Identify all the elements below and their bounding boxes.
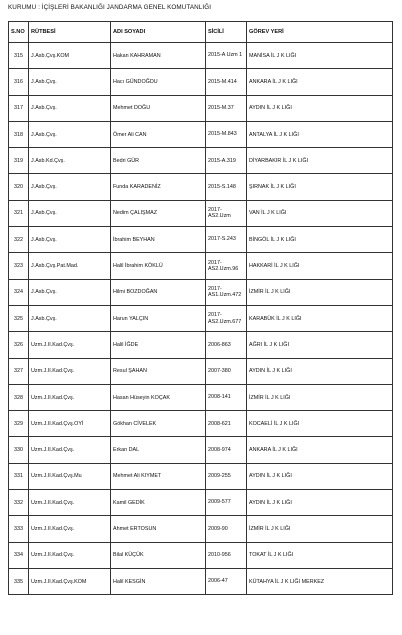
table-row [9,490,393,516]
table-row [9,121,393,147]
cell-sno: 324 [9,279,29,305]
cell-sno: 330 [9,437,29,463]
cell-gorev-yeri: AYDIN İL J K LIĞI [247,95,393,121]
cell-gorev-yeri: DİYARBAKIR İL J K LIĞI [247,148,393,174]
cell-sno: 329 [9,411,29,437]
table-row [9,253,393,279]
cell-rutbe: J.Asb.Çvş. [29,227,111,253]
cell-sno: 319 [9,148,29,174]
table-row [9,174,393,200]
cell-rutbe: Uzm.J.II.Kad.Çvş. [29,516,111,542]
cell-rutbe: Uzm.J.II.Kad.Çvş. [29,332,111,358]
column-header-rutbe: RÜTBESİ [29,22,111,43]
table-row [9,463,393,489]
cell-ad-soyad: Ahmet ERTOSUN [111,516,206,542]
cell-gorev-yeri: TOKAT İL J K LIĞI [247,542,393,568]
cell-ad-soyad: Resul ŞAHAN [111,358,206,384]
cell-ad-soyad: Ömer Ali CAN [111,121,206,147]
cell-rutbe: J.Asb.Çvş.KOM [29,43,111,69]
cell-rutbe: J.Asb.Çvş. [29,305,111,331]
cell-sno: 320 [9,174,29,200]
cell-gorev-yeri: AYDIN İL J K LIĞI [247,490,393,516]
cell-ad-soyad: Gökhan CİVELEK [111,411,206,437]
cell-sicil: 2015-S.148 [206,174,247,200]
cell-ad-soyad: Hilmi BOZDOĞAN [111,279,206,305]
cell-sicil: 2017-AS1.Uzm.472 [206,279,247,305]
cell-ad-soyad: Hacı GÜNDOĞDU [111,69,206,95]
cell-sno: 315 [9,43,29,69]
cell-rutbe: Uzm.J.II.Kad.Çvş.Mu [29,463,111,489]
table-row [9,516,393,542]
cell-sicil: 2009-577 [206,490,247,516]
cell-sno: 321 [9,200,29,226]
cell-rutbe: Uzm.J.II.Kad.Çvş. [29,358,111,384]
column-header-sno: S.NO [9,22,29,43]
cell-ad-soyad: Harun YALÇIN [111,305,206,331]
cell-rutbe: Uzm.J.II.Kad.Çvş.OYİ [29,411,111,437]
cell-ad-soyad: Mehmet DOĞU [111,95,206,121]
cell-gorev-yeri: ŞIRNAK İL J K LIĞI [247,174,393,200]
cell-ad-soyad: Halil İbrahim KÖKLÜ [111,253,206,279]
cell-ad-soyad: Bilal KÜÇÜK [111,542,206,568]
cell-rutbe: J.Asb.Çvş. [29,121,111,147]
cell-rutbe: J.Asb.Çvş. [29,279,111,305]
cell-rutbe: J.Asb.Kd.Çvş. [29,148,111,174]
table-row [9,227,393,253]
column-header-sicil: SİCİLİ [206,22,247,43]
cell-gorev-yeri: AĞRI İL J K LIĞI [247,332,393,358]
table-row [9,279,393,305]
cell-ad-soyad: Erkan DAL [111,437,206,463]
table-row [9,437,393,463]
table-row [9,95,393,121]
cell-sicil: 2015-M.37 [206,95,247,121]
cell-sicil: 2008-141 [206,384,247,410]
cell-sicil: 2015-A.319 [206,148,247,174]
table-row [9,43,393,69]
table-row [9,411,393,437]
cell-gorev-yeri: KARABÜK İL J K LIĞI [247,305,393,331]
table-row [9,200,393,226]
cell-gorev-yeri: ANKARA İL J K LIĞI [247,69,393,95]
cell-sicil: 2017-AS2.Uzm [206,200,247,226]
cell-sicil: 2017-S.243 [206,227,247,253]
cell-gorev-yeri: İZMİR İL J K LIĞI [247,516,393,542]
cell-rutbe: J.Asb.Çvş. [29,69,111,95]
cell-gorev-yeri: İZMİR İL J K LIĞI [247,384,393,410]
cell-gorev-yeri: AYDIN İL J K LIĞI [247,358,393,384]
cell-rutbe: Uzm.J.II.Kad.Çvş.KOM [29,568,111,594]
cell-sno: 327 [9,358,29,384]
cell-ad-soyad: Funda KARADENİZ [111,174,206,200]
cell-sicil: 2017-AS2.Uzm.677 [206,305,247,331]
cell-rutbe: J.Asb.Çvş. [29,95,111,121]
cell-ad-soyad: Kamil GEDİK [111,490,206,516]
cell-ad-soyad: Hakan KAHRAMAN [111,43,206,69]
cell-sicil: 2006-47 [206,568,247,594]
cell-ad-soyad: Halil KESGİN [111,568,206,594]
cell-ad-soyad: Nedim ÇALIŞMAZ [111,200,206,226]
cell-sicil: 2008-974 [206,437,247,463]
cell-gorev-yeri: VAN İL J K LIĞI [247,200,393,226]
cell-gorev-yeri: BİNGÖL İL J K LIĞI [247,227,393,253]
cell-ad-soyad: Bedri GÜR [111,148,206,174]
column-header-gorev-yeri: GÖREV YERİ [247,22,393,43]
cell-sicil: 2010-956 [206,542,247,568]
document-header: KURUMU : İÇİŞLERİ BAKANLIĞI JANDARMA GENEL KOMUTANLIĞI [8,4,212,11]
cell-rutbe: Uzm.J.II.Kad.Çvş. [29,490,111,516]
cell-gorev-yeri: AYDIN İL J K LIĞI [247,463,393,489]
cell-sno: 326 [9,332,29,358]
cell-sicil: 2015-A Uzm 1 [206,43,247,69]
cell-gorev-yeri: ANKARA İL J K LIĞI [247,437,393,463]
cell-gorev-yeri: KÜTAHYA İL J K LIĞI MERKEZ [247,568,393,594]
personnel-table [8,21,393,595]
table-row [9,542,393,568]
cell-gorev-yeri: HAKKARİ İL J K LIĞI [247,253,393,279]
cell-sno: 316 [9,69,29,95]
cell-sicil: 2006-863 [206,332,247,358]
cell-sno: 328 [9,384,29,410]
table-row [9,384,393,410]
cell-sicil: 2008-621 [206,411,247,437]
cell-sno: 334 [9,542,29,568]
cell-ad-soyad: İbrahim BEYHAN [111,227,206,253]
cell-gorev-yeri: ANTALYA İL J K LIĞI [247,121,393,147]
cell-rutbe: J.Asb.Çvş. [29,200,111,226]
cell-sno: 322 [9,227,29,253]
cell-sno: 332 [9,490,29,516]
cell-sno: 317 [9,95,29,121]
cell-gorev-yeri: KOCAELİ İL J K LIĞI [247,411,393,437]
table-row [9,568,393,594]
cell-ad-soyad: Mehmet Ali KIYMET [111,463,206,489]
table-row [9,332,393,358]
table-row [9,69,393,95]
cell-sno: 335 [9,568,29,594]
column-header-ad-soyad: ADI SOYADI [111,22,206,43]
cell-sicil: 2007-380 [206,358,247,384]
table-row [9,148,393,174]
cell-sno: 331 [9,463,29,489]
cell-rutbe: Uzm.J.II.Kad.Çvş. [29,437,111,463]
cell-rutbe: J.Asb.Çvş. [29,174,111,200]
cell-sno: 323 [9,253,29,279]
table-header-row [9,22,393,43]
cell-rutbe: J.Asb.Çvş.Pat.Mad. [29,253,111,279]
cell-gorev-yeri: İZMİR İL J K LIĞI [247,279,393,305]
cell-ad-soyad: Halil İĞDE [111,332,206,358]
cell-gorev-yeri: MANİSA İL J K LIĞI [247,43,393,69]
cell-sno: 318 [9,121,29,147]
cell-sicil: 2015-M.843 [206,121,247,147]
cell-sicil: 2009-90 [206,516,247,542]
table-row [9,305,393,331]
cell-ad-soyad: Hasan Hüseyin KOÇAK [111,384,206,410]
cell-rutbe: Uzm.J.II.Kad.Çvş. [29,542,111,568]
cell-sicil: 2017-AS2.Uzm.96 [206,253,247,279]
cell-rutbe: Uzm.J.II.Kad.Çvş. [29,384,111,410]
table-row [9,358,393,384]
cell-sicil: 2009-255 [206,463,247,489]
cell-sno: 333 [9,516,29,542]
cell-sicil: 2015-M.414 [206,69,247,95]
cell-sno: 325 [9,305,29,331]
